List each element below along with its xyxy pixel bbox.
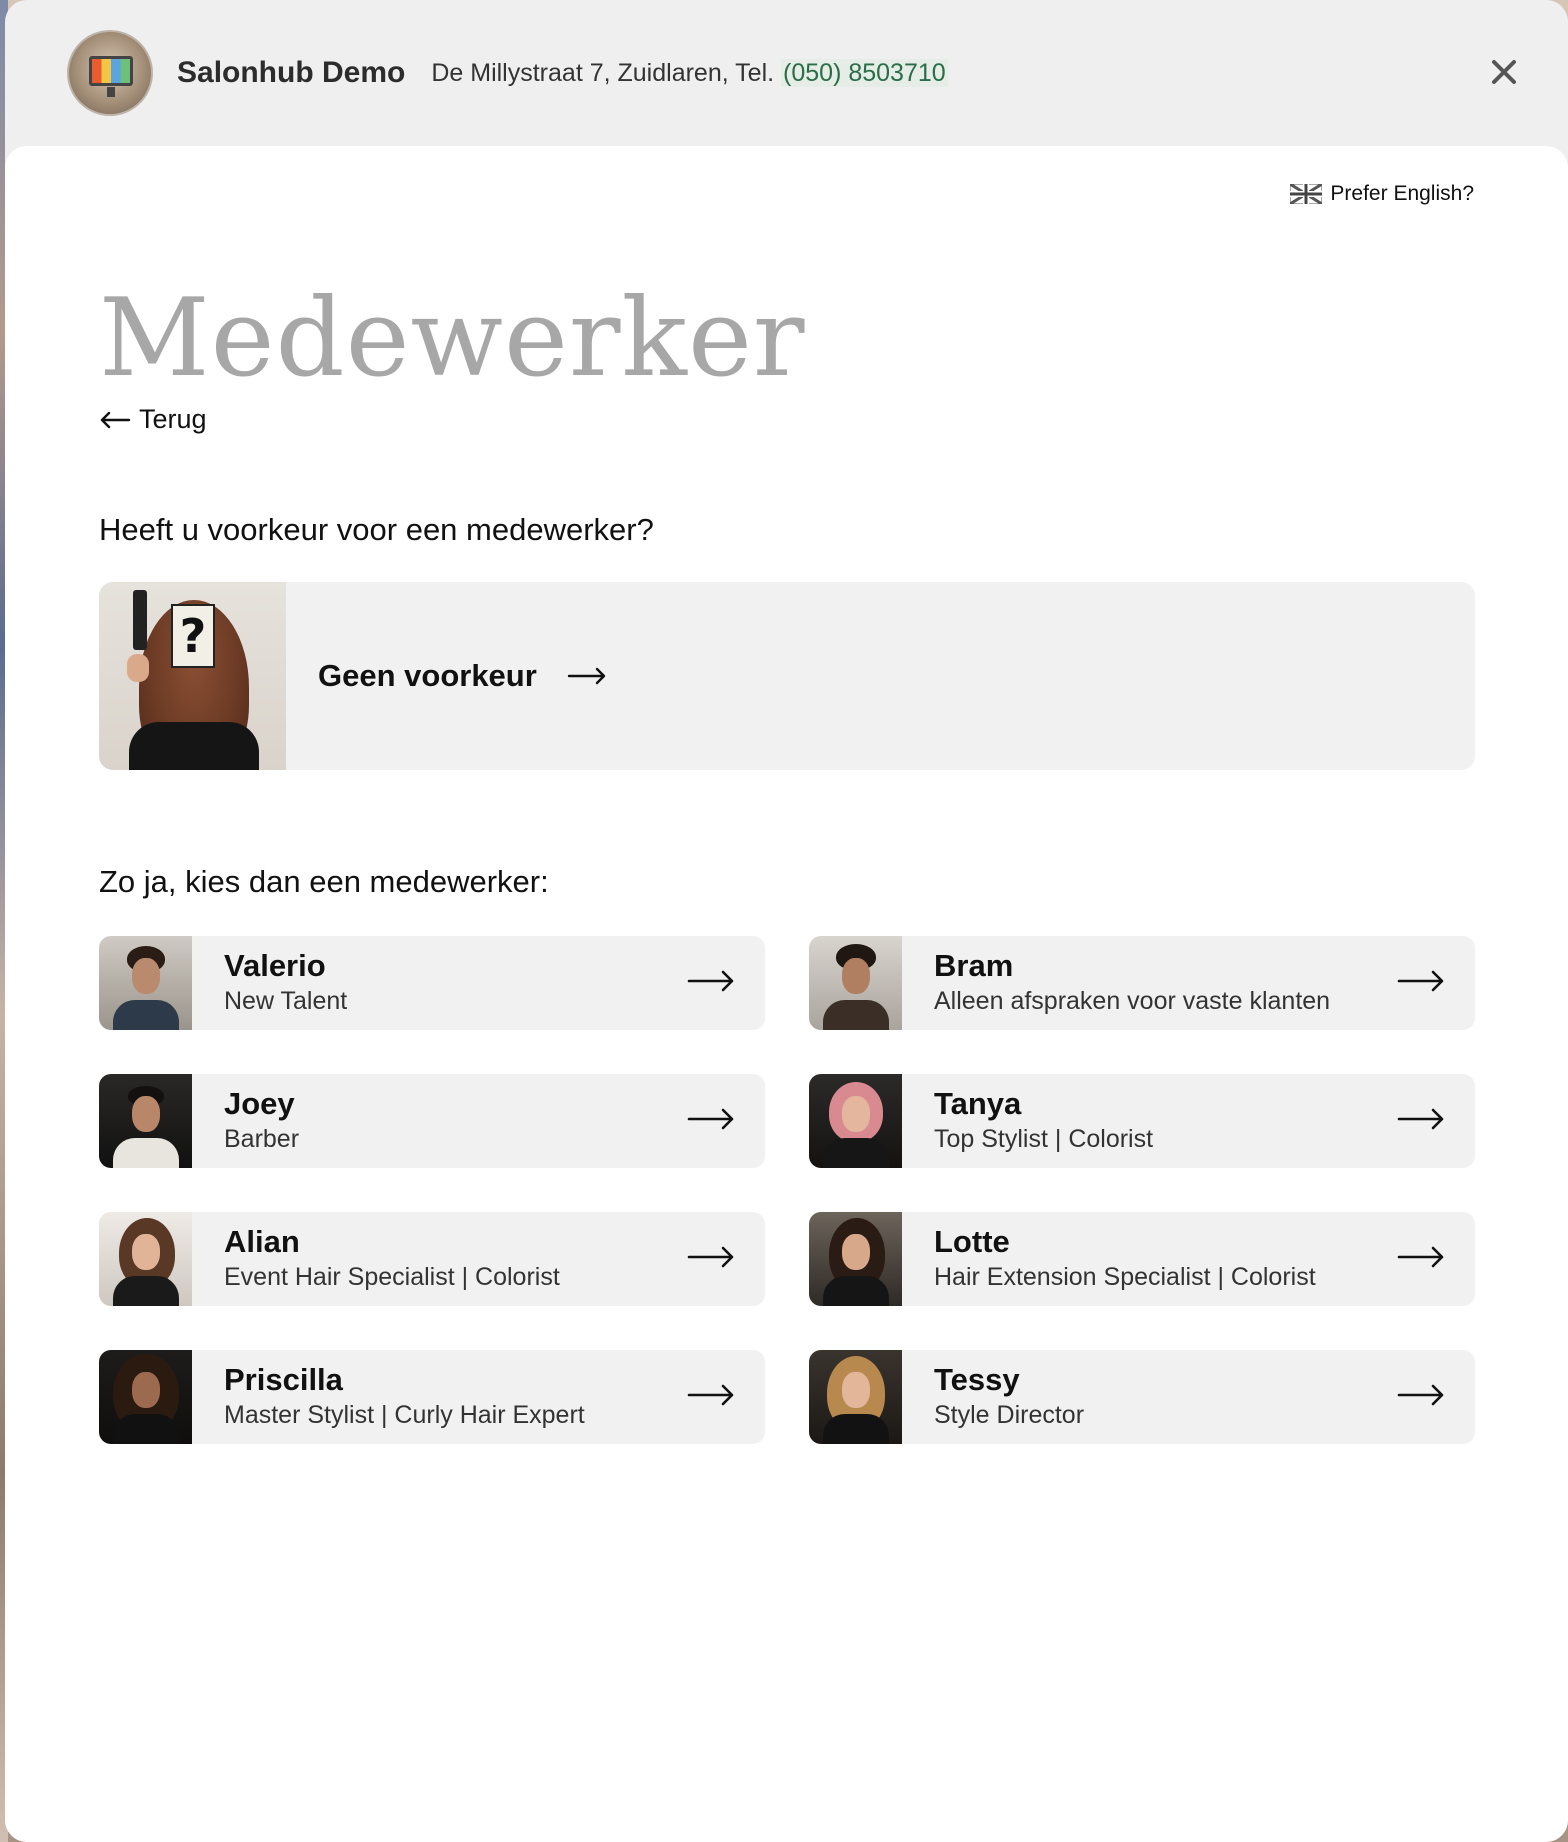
staff-card-tanya[interactable]	[809, 1074, 1475, 1168]
arrow-right-icon	[687, 1104, 735, 1134]
address-text: De Millystraat 7, Zuidlaren, Tel.	[431, 58, 775, 87]
avatar	[99, 1212, 192, 1306]
close-button[interactable]	[1484, 52, 1524, 92]
avatar	[99, 1074, 192, 1168]
language-toggle[interactable]	[1290, 182, 1474, 206]
preference-question: Heeft u voorkeur voor een medewerker?	[99, 512, 654, 547]
avatar	[99, 936, 192, 1030]
avatar	[809, 1212, 902, 1306]
avatar	[809, 1350, 902, 1444]
staff-role: Master Stylist | Curly Hair Expert	[224, 1401, 585, 1429]
business-logo	[67, 30, 153, 116]
staff-card-lotte[interactable]	[809, 1212, 1475, 1306]
page-title: Medewerker	[99, 276, 806, 401]
back-link[interactable]	[99, 404, 207, 435]
staff-card-tessy[interactable]	[809, 1350, 1475, 1444]
staff-card-joey[interactable]	[99, 1074, 765, 1168]
business-address	[431, 59, 947, 88]
staff-name: Joey	[224, 1086, 295, 1121]
no-preference-label: Geen voorkeur	[318, 658, 537, 693]
arrow-right-icon	[1397, 1242, 1445, 1272]
arrow-right-icon	[687, 1242, 735, 1272]
staff-role: Hair Extension Specialist | Colorist	[934, 1263, 1316, 1291]
staff-role: Event Hair Specialist | Colorist	[224, 1263, 560, 1291]
close-icon	[1489, 57, 1519, 87]
avatar	[809, 936, 902, 1030]
staff-name: Tessy	[934, 1362, 1020, 1397]
phone-number[interactable]: (050) 8503710	[783, 58, 946, 87]
staff-name: Priscilla	[224, 1362, 343, 1397]
arrow-right-icon	[1397, 1104, 1445, 1134]
staff-role: New Talent	[224, 987, 348, 1015]
language-toggle-label: Prefer English?	[1330, 182, 1474, 205]
staff-list	[99, 936, 1475, 1444]
arrow-right-icon	[1397, 966, 1445, 996]
staff-role: Barber	[224, 1125, 300, 1153]
arrow-right-icon	[1397, 1380, 1445, 1410]
staff-name: Valerio	[224, 948, 326, 983]
staff-role: Alleen afspraken voor vaste klanten	[934, 987, 1331, 1015]
staff-role: Style Director	[934, 1401, 1085, 1429]
avatar	[809, 1074, 902, 1168]
uk-flag-icon	[1290, 184, 1322, 204]
arrow-right-icon	[567, 666, 607, 686]
staff-card-priscilla[interactable]	[99, 1350, 765, 1444]
staff-name: Alian	[224, 1224, 300, 1259]
business-name: Salonhub Demo	[177, 56, 406, 89]
staff-name: Bram	[934, 948, 1014, 983]
staff-name: Lotte	[934, 1224, 1010, 1259]
arrow-right-icon	[687, 966, 735, 996]
staff-card-valerio[interactable]	[99, 936, 765, 1030]
avatar	[99, 1350, 192, 1444]
arrow-left-icon	[99, 410, 131, 430]
staff-role: Top Stylist | Colorist	[934, 1125, 1154, 1153]
no-preference-option[interactable]	[99, 582, 1475, 770]
booking-modal	[5, 0, 1568, 1842]
content-sheet	[5, 146, 1568, 1842]
staff-name: Tanya	[934, 1086, 1022, 1121]
back-link-label: Terug	[139, 404, 207, 434]
staff-card-alian[interactable]	[99, 1212, 765, 1306]
header-bar	[5, 0, 1568, 146]
staff-card-bram[interactable]	[809, 936, 1475, 1030]
choose-staff-heading: Zo ja, kies dan een medewerker:	[99, 864, 549, 899]
no-preference-image: ?	[99, 582, 286, 770]
arrow-right-icon	[687, 1380, 735, 1410]
